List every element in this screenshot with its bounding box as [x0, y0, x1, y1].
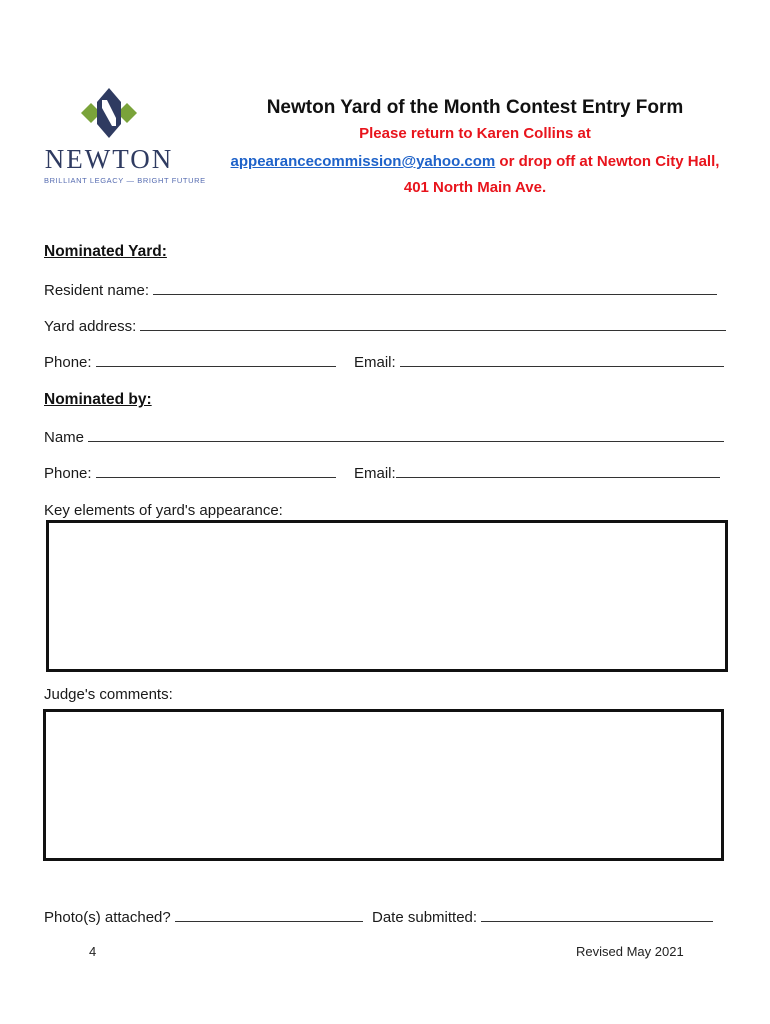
yard-email-row	[354, 352, 724, 373]
judges-comments-textbox[interactable]	[43, 709, 724, 861]
date-submitted-row	[372, 907, 713, 928]
nominator-name-field[interactable]	[88, 427, 724, 442]
return-instruction: Please return to Karen Collins at	[359, 125, 591, 142]
judges-comments-label: Judge's comments:	[44, 686, 173, 703]
photo-attached-row	[44, 907, 363, 928]
revision-date: Revised May 2021	[576, 944, 684, 959]
photo-attached-label: Photo(s) attached?	[44, 909, 175, 926]
nominator-phone-label: Phone:	[44, 465, 96, 482]
yard-email-label: Email:	[354, 354, 400, 371]
yard-phone-row	[44, 352, 336, 373]
newton-logo	[44, 88, 206, 192]
nominator-email-label: Email:	[354, 465, 396, 482]
yard-phone-label: Phone:	[44, 354, 96, 371]
return-email-line	[205, 152, 745, 172]
date-submitted-field[interactable]	[481, 907, 713, 922]
nominator-email-field[interactable]	[396, 463, 720, 478]
nominated-by-heading: Nominated by:	[44, 391, 152, 408]
resident-name-field[interactable]	[153, 280, 717, 295]
logo-tagline: BRILLIANT LEGACY — BRIGHT FUTURE	[44, 176, 206, 185]
yard-address-label: Yard address:	[44, 318, 141, 335]
nominator-email-row	[354, 463, 720, 484]
resident-name-label: Resident name:	[44, 282, 154, 299]
key-elements-textbox[interactable]	[46, 520, 728, 672]
resident-name-row	[44, 280, 717, 301]
nominated-yard-heading: Nominated Yard:	[44, 243, 167, 260]
newton-n-emblem-icon	[81, 88, 137, 138]
logo-wordmark: NEWTON	[44, 144, 174, 174]
date-submitted-label: Date submitted:	[372, 909, 482, 926]
yard-email-field[interactable]	[400, 352, 724, 367]
city-hall-address: 401 North Main Ave.	[403, 179, 547, 196]
nominator-phone-row	[44, 463, 336, 484]
yard-address-row	[44, 316, 726, 337]
email-link[interactable]: appearancecommission@yahoo.com	[230, 153, 496, 170]
yard-address-field[interactable]	[140, 316, 726, 331]
nominator-phone-field[interactable]	[96, 463, 336, 478]
yard-phone-field[interactable]	[96, 352, 336, 367]
form-title: Newton Yard of the Month Contest Entry Form	[266, 97, 684, 118]
page-number: 4	[89, 944, 97, 959]
photo-attached-field[interactable]	[175, 907, 363, 922]
nominator-name-label: Name	[44, 429, 89, 446]
nominator-name-row	[44, 427, 724, 448]
dropoff-text: or drop off at Newton City Hall,	[495, 153, 720, 170]
key-elements-label: Key elements of yard's appearance:	[44, 502, 283, 519]
